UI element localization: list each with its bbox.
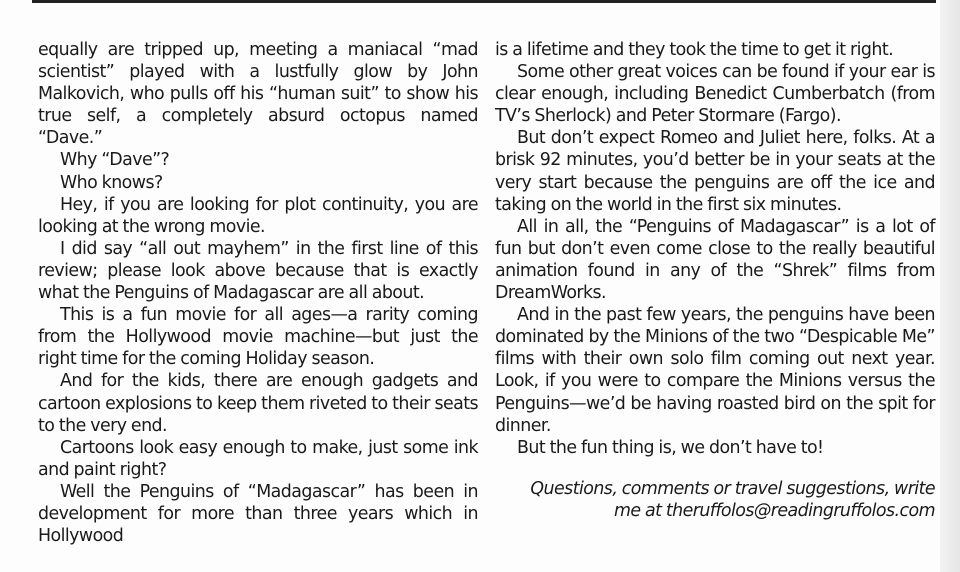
top-rule (32, 0, 936, 3)
author-signoff (495, 478, 935, 522)
paragraph: And for the kids, there are enough gadgets and cartoon explosions to keep them riveted to their seats to the very end. (38, 371, 478, 436)
paragraph: Well the Penguins of “Madagascar” has been in development for more than three years which in Hollywood (38, 481, 478, 547)
paragraph: equally are tripped up, meeting a maniacal “mad scientist” played with a lustfully glow by John Malkovich, who pulls off his “human suit” to show his true self, a completely absurd octopus named “Dave.” (38, 40, 478, 149)
page-edge-shadow (940, 0, 960, 572)
right-column (495, 39, 935, 522)
paragraph: All in all, the “Penguins of Madagascar” is a lot of fun but don’t even come close to the really beautiful animation found in any of the “Shrek” films from DreamWorks. (495, 216, 935, 304)
paragraph: Hey, if you are looking for plot continuity, you are looking at the wrong movie. (38, 194, 478, 237)
signoff-line: me at theruffolos@readingruffolos.com (613, 500, 935, 521)
paragraph: This is a fun movie for all ages—a rarity coming from the Hollywood movie machine—but just the right time for the coming Holiday season. (38, 305, 478, 370)
paragraph: But don’t expect Romeo and Juliet here, folks. At a brisk 92 minutes, you’d better be in your seats at the very start because the penguins are off the ice and taking on the world in the first six minutes. (495, 128, 935, 215)
paragraph: And in the past few years, the penguins have been dominated by the Minions of the two “Despicable Me” films with their own solo film coming out next year. Look, if you were to compare the Minions versus the Penguins—we’d be having roasted bird on the spit for dinner. (495, 305, 935, 436)
paragraph: I did say “all out mayhem” in the first line of this review; please look above because that is exactly what the Penguins of Madagascar are all about. (38, 238, 478, 304)
paragraph: is a lifetime and they took the time to get it right. (495, 40, 894, 60)
left-column (38, 39, 478, 547)
paragraph: Some other great voices can be found if your ear is clear enough, including Benedict Cumberbatch (from TV’s Sherlock) and Peter Stormare (Fargo). (495, 62, 935, 127)
paragraph: Cartoons look easy enough to make, just some ink and paint right? (38, 437, 478, 480)
paragraph: But the fun thing is, we don’t have to! (517, 437, 824, 458)
signoff-line: Questions, comments or travel suggestions, write (530, 478, 935, 499)
paragraph: Why “Dave”? (60, 150, 170, 171)
paragraph: Who knows? (60, 172, 163, 193)
